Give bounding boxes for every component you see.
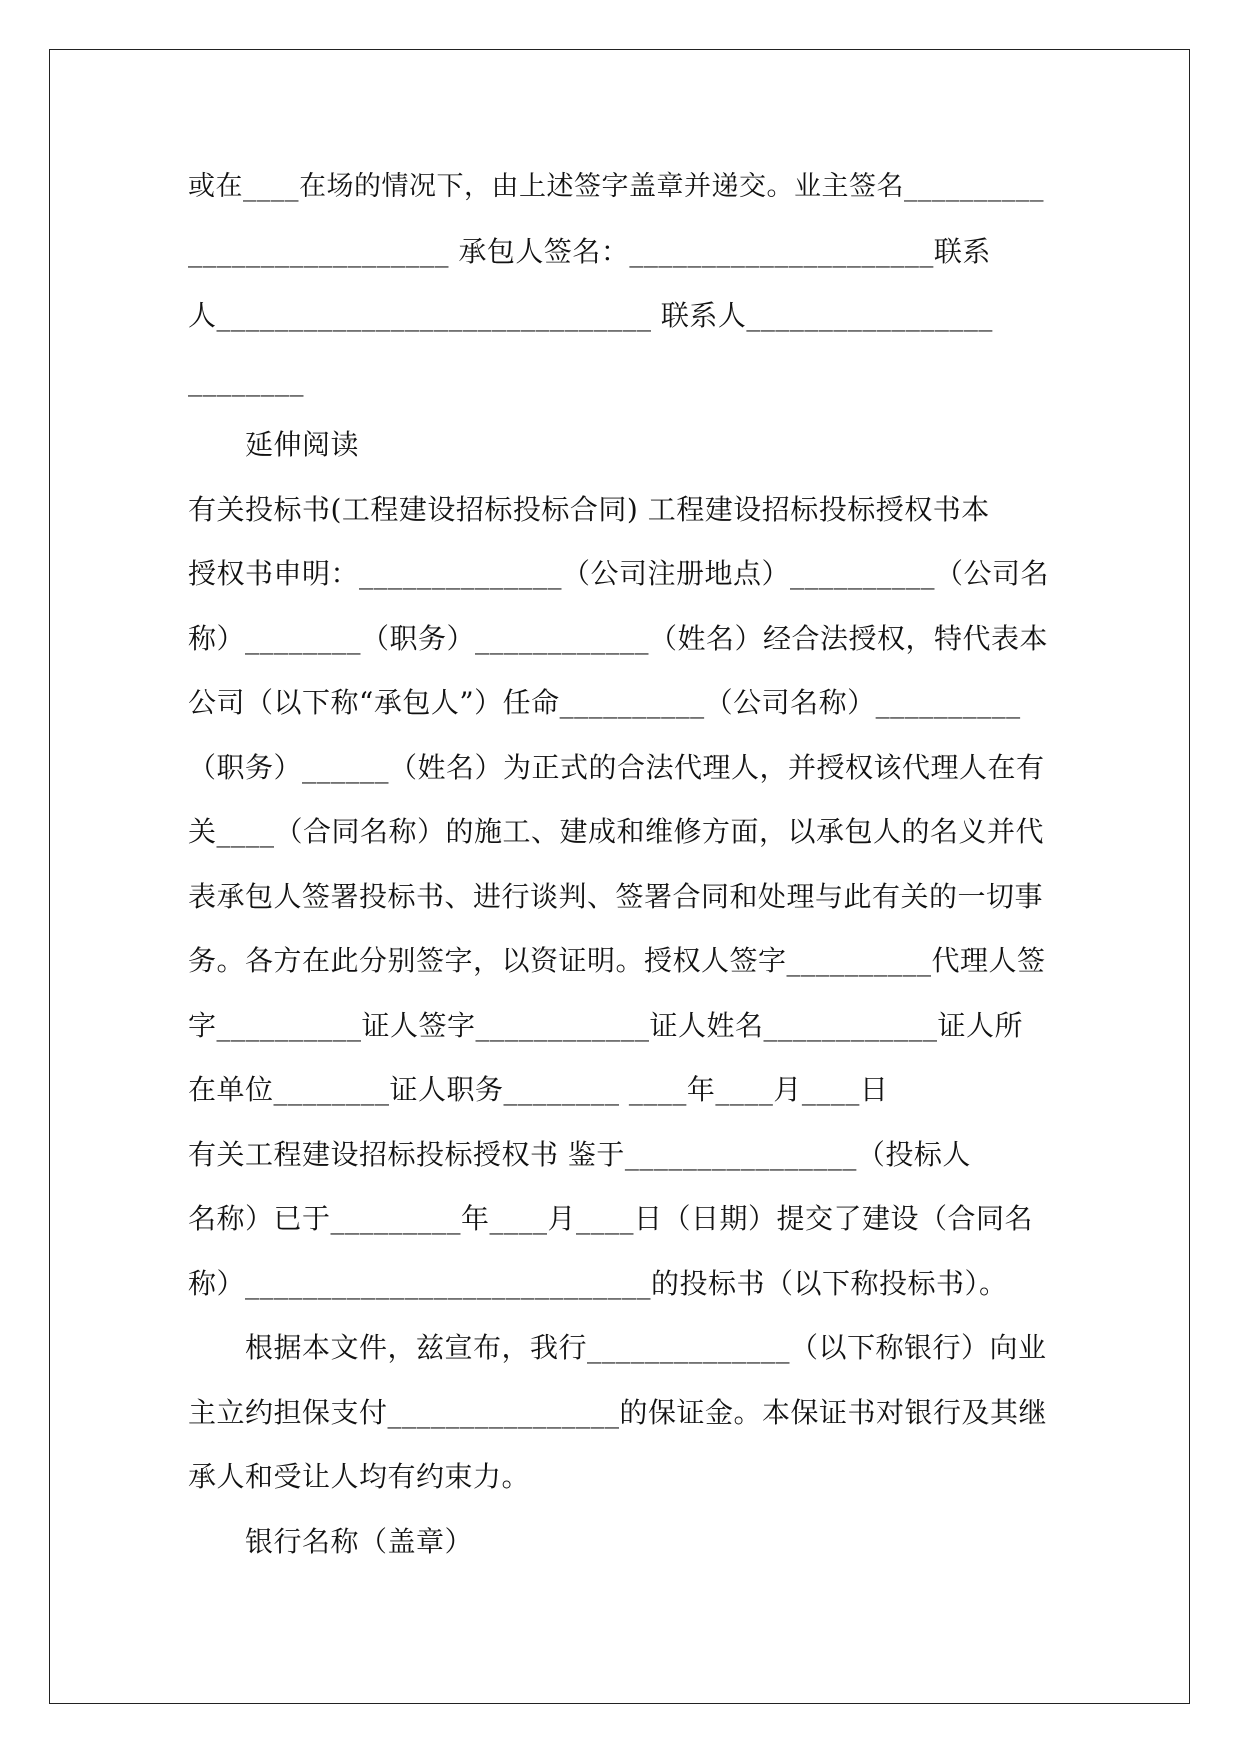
text-line: 字__________证人签字____________证人姓名____________证人所 (188, 1008, 1024, 1042)
text-line: 银行名称（盖章） (245, 1524, 474, 1558)
text-line: 有关工程建设招标投标授权书 鉴于________________（投标人 (188, 1137, 971, 1171)
text-line: （职务）______（姓名）为正式的合法代理人，并授权该代理人在有 (188, 750, 1045, 784)
text-line: 务。各方在此分别签字，以资证明。授权人签字__________代理人签 (188, 944, 1046, 977)
text-line: 有关投标书(工程建设招标投标合同) 工程建设招标投标授权书本 (188, 492, 990, 526)
section-heading: 延伸阅读 (245, 428, 360, 461)
text-line: 人______________________________ 联系人_________________ (188, 299, 993, 332)
text-line: 主立约担保支付________________的保证金。本保证书对银行及其继 (188, 1395, 1048, 1429)
text-line: 在单位________证人职务________ ____年____月____日 (188, 1073, 889, 1106)
text-line: 名称）已于_________年____月____日（日期）提交了建设（合同名 (188, 1202, 1034, 1235)
text-line: ________ (188, 363, 304, 397)
document-body (188, 155, 1053, 1574)
text-line: 称）____________________________的投标书（以下称投标书）。 (188, 1266, 1008, 1300)
text-line: 表承包人签署投标书、进行谈判、签署合同和处理与此有关的一切事 (188, 879, 1044, 913)
text-line: 称）________（职务）____________（姓名）经合法授权，特代表本 (188, 621, 1049, 655)
text-line: 授权书申明：______________（公司注册地点）__________（公司名 (188, 557, 1050, 590)
text-line: 公司（以下称“承包人”）任命__________（公司名称）__________ (188, 686, 1021, 719)
text-line: 承人和受让人均有约束力。 (188, 1460, 531, 1493)
text-line: __________________ 承包人签名：_____________________联系 (188, 234, 991, 268)
text-line: 或在____在场的情况下，由上述签字盖章并递交。业主签名__________ (188, 171, 1044, 202)
text-line: 关____（合同名称）的施工、建成和维修方面，以承包人的名义并代 (188, 815, 1045, 848)
text-line: 根据本文件，兹宣布，我行______________（以下称银行）向业 (245, 1331, 1047, 1364)
